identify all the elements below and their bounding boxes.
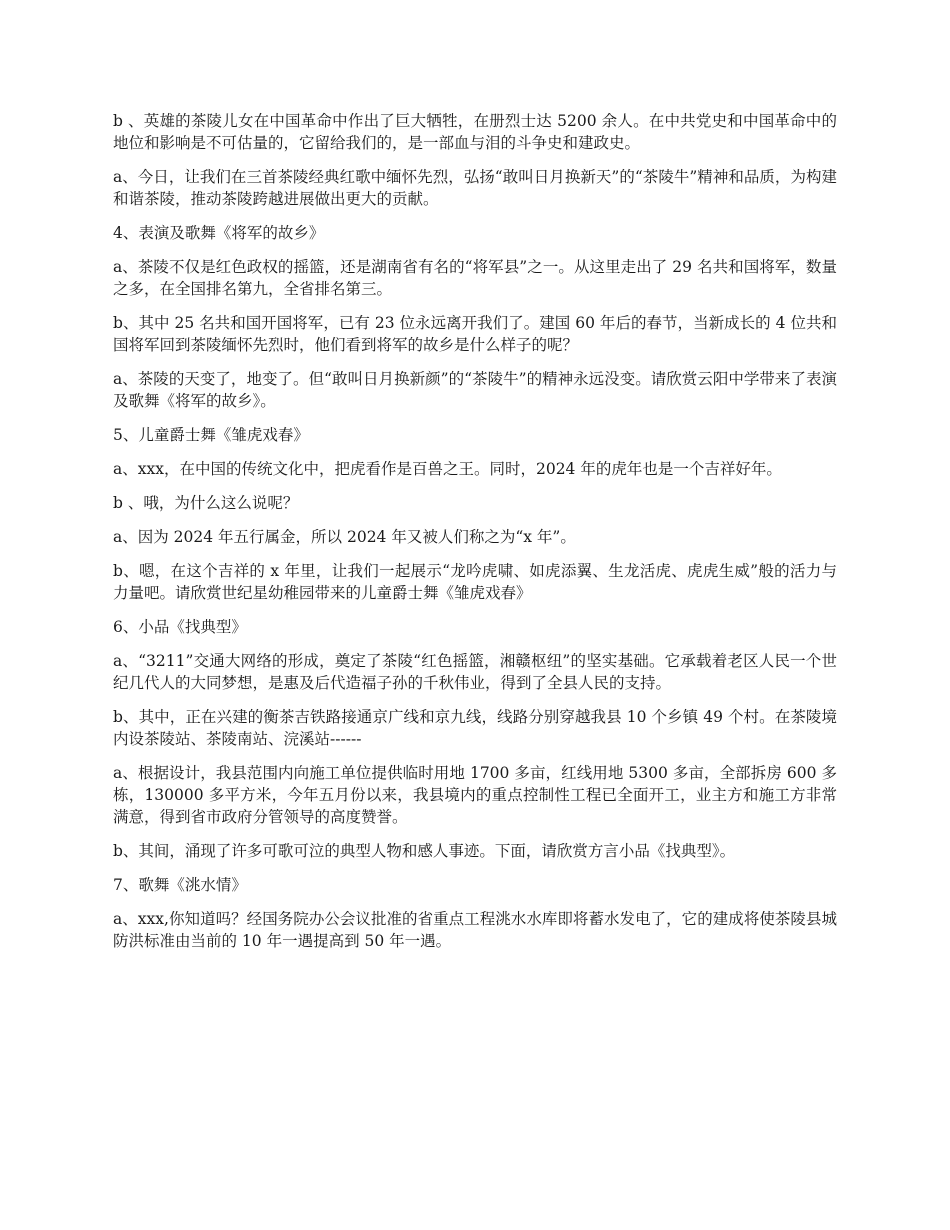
section-heading-7: 7、歌舞《洮水情》 <box>113 876 247 894</box>
section-heading-5: 5、儿童爵士舞《雏虎戏春》 <box>113 426 309 444</box>
paragraph-14: a、xxx,你知道吗？经国务院办公会议批准的省重点工程洮水水库即将蓄水发电了，它的建成将使茶陵县城防洪标准由当前的 10 年一遇提高到 50 年一遇。 <box>113 910 837 950</box>
paragraph-5: a、茶陵的天变了，地变了。但“敢叫日月换新颜”的“茶陵牛”的精神永远没变。请欣赏云阳中学带来了表演及歌舞《将军的故乡》。 <box>113 370 837 410</box>
paragraph-11: b、其中，正在兴建的衡茶吉铁路接通京广线和京九线，线路分别穿越我县 10 个乡镇 49 个村。在茶陵境内设茶陵站、茶陵南站、浣溪站------ <box>113 708 837 748</box>
paragraph-4: b、其中 25 名共和国开国将军，已有 23 位永远离开我们了。建国 60 年后的春节，当新成长的 4 位共和国将军回到茶陵缅怀先烈时，他们看到将军的故乡是什么样子的呢？ <box>113 314 837 354</box>
paragraph-9: b、嗯，在这个吉祥的 x 年里，让我们一起展示“龙吟虎啸、如虎添翼、生龙活虎、虎虎生威”般的活力与力量吧。请欣赏世纪星幼稚园带来的儿童爵士舞《雏虎戏春》 <box>113 562 837 602</box>
paragraph-3: a、茶陵不仅是红色政权的摇篮，还是湖南省有名的“将军县”之一。从这里走出了 29 名共和国将军，数量之多，在全国排名第九，全省排名第三。 <box>113 258 837 298</box>
section-heading-4: 4、表演及歌舞《将军的故乡》 <box>113 224 325 242</box>
paragraph-6: a、xxx，在中国的传统文化中，把虎看作是百兽之王。同时，2024 年的虎年也是一个吉祥好年。 <box>113 460 782 478</box>
paragraph-7: b 、哦，为什么这么说呢？ <box>113 494 299 512</box>
paragraph-13: b、其间，涌现了许多可歌可泣的典型人物和感人事迹。下面，请欣赏方言小品《找典型》。 <box>113 842 736 860</box>
paragraph-1: b 、英雄的茶陵儿女在中国革命中作出了巨大牺牲，在册烈士达 5200 余人。在中共党史和中国革命中的地位和影响是不可估量的，它留给我们的，是一部血与泪的斗争史和建政史。 <box>113 112 837 152</box>
document-page <box>113 110 837 964</box>
section-heading-6: 6、小品《找典型》 <box>113 618 247 636</box>
paragraph-8: a、因为 2024 年五行属金，所以 2024 年又被人们称之为“x 年”。 <box>113 528 576 546</box>
paragraph-10: a、“3211”交通大网络的形成，奠定了茶陵“红色摇篮，湘赣枢纽”的坚实基础。它承载着老区人民一个世纪几代人的大同梦想，是惠及后代造福子孙的千秋伟业，得到了全县人民的支持。 <box>113 652 837 692</box>
paragraph-12: a、根据设计，我县范围内向施工单位提供临时用地 1700 多亩，红线用地 5300 多亩，全部拆房 600 多栋，130000 多平方米，今年五月份以来，我县境内的重点控制性工程已全面开工，业主方和施工方非常满意，得到省市政府分管领导的高度赞誉。 <box>113 764 837 826</box>
paragraph-2: a、今日，让我们在三首茶陵经典红歌中缅怀先烈，弘扬“敢叫日月换新天”的“茶陵牛”精神和品质，为构建和谐茶陵，推动茶陵跨越进展做出更大的贡献。 <box>113 168 837 208</box>
